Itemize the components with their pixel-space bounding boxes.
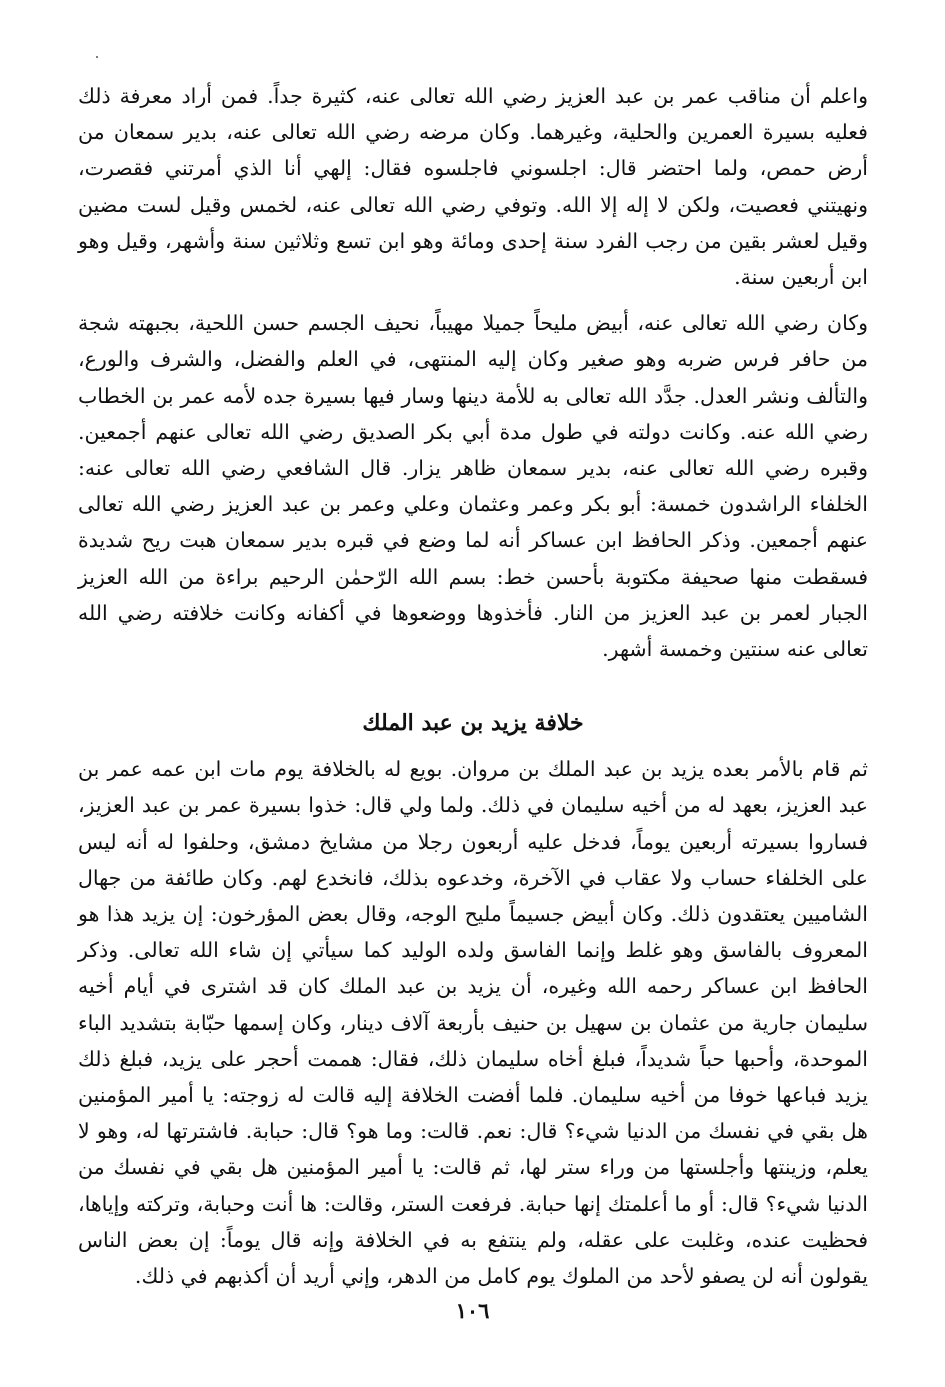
paragraph-virtues: واعلم أن مناقب عمر بن عبد العزيز رضي الله تعالى عنه، كثيرة جداً. فمن أراد معرفة ذلك فعليه بسيرة العمرين والحلية، وغيرهما. وكان مرضه رضي الله تعالى عنه، بدير سمعان من أرض حمص، ولما احتضر قال: اجلسوني فاجلسوه فقال: إلهي أنا الذي أمرتني فقصرت، ونهيتني فعصيت، ولكن لا إله إلا الله. وتوفي رضي الله تعالى عنه، لخمس وقيل لست مضين وقيل لعشر بقين من رجب الفرد سنة إحدى ومائة وهو ابن تسع وثلاثين سنة وأشهر، وقيل وهو ابن أربعين سنة. [78,84,868,290]
paragraph-yazid: ثم قام بالأمر بعده يزيد بن عبد الملك بن مروان. بويع له بالخلافة يوم مات ابن عمه عمر بن عبد العزيز، بعهد له من أخيه سليمان في ذلك. ولما ولي قال: خذوا بسيرة عمر بن عبد العزيز، فساروا بسيرته أربعين يوماً، فدخل عليه أربعون رجلا من مشايخ دمشق، وحلفوا له أنه ليس على الخلفاء حساب ولا عقاب في الآخرة، وخدعوه بذلك، فانخدع لهم. وكان طائفة من جهال الشاميين يعتقدون ذلك. وكان أبيض جسيماً مليح الوجه، وقال بعض المؤرخون: إن يزيد هذا هو المعروف بالفاسق وهو غلط وإنما الفاسق ولده الوليد كما سيأتي إن شاء الله تعالى. وذكر الحافظ ابن عساكر رحمه الله وغيره، أن يزيد بن عبد الملك كان قد اشترى في أيام أخيه سليمان جارية من عثمان بن سهيل بن حنيف بأربعة آلاف دينار، وكان إسمها حبّابة بتشديد الباء الموحدة، وأحبها حباً شديداً، فبلغ أخاه سليمان ذلك، فقال: هممت أحجر على يزيد، فبلغ ذلك يزيد فباعها خوفا من أخيه سليمان. فلما أفضت الخلافة إليه قالت له زوجته: يا أمير المؤمنين هل بقي في نفسك من الدنيا شيء؟ قال: نعم. قالت: وما هو؟ قال: حبابة. فاشترتها له، وهو لا يعلم، وزينتها وأجلستها من وراء ستر لها، ثم قالت: يا أمير المؤمنين هل بقي في نفسك من الدنيا شيء؟ قال: أو ما أعلمتك إنها حبابة. فرفعت الستر، وقالت: ها أنت وحبابة، وتركته وإياها، فحظيت عنده، وغلبت على عقله، ولم ينتفع به في الخلافة وإنه قال يوماً: إن بعض الناس يقولون أنه لن يصفو لأحد من الملوك يوم كامل من الدهر، وإني أريد أن أكذبهم في ذلك. [78,757,868,1289]
page-number: ١٠٦ [455,1298,490,1323]
section-title: خلافة يزيد بن عبد الملك [362,710,584,737]
paragraph-description: وكان رضي الله تعالى عنه، أبيض مليحاً جميلا مهيباً، نحيف الجسم حسن اللحية، بجبهته شجة من حافر فرس ضربه وهو صغير وكان إليه المنتهى، في العلم والفضل، والشرف والورع، والتألف ونشر العدل. جدَّد الله تعالى به للأمة دينها وسار فيها بسيرة جده لأمه عمر بن الخطاب رضي الله عنه. وكانت دولته في طول مدة أبي بكر الصديق رضي الله تعالى عنهم أجمعين. وقبره رضي الله تعالى عنه، بدير سمعان ظاهر يزار. قال الشافعي رضي الله تعالى عنه: الخلفاء الراشدون خمسة: أبو بكر وعمر وعثمان وعلي وعمر بن عبد العزيز رضي الله تعالى عنهم أجمعين. وذكر الحافظ ابن عساكر أنه لما وضع في قبره بدير سمعان هبت ريح شديدة فسقطت منها صحيفة مكتوبة بأحسن خط: بسم الله الرّحمٰن الرحيم براءة من الله العزيز الجبار لعمر بن عبد العزيز من النار. فأخذوها ووضعوها في أكفانه وكانت خلافته رضي الله تعالى عنه سنتين وخمسة أشهر. [78,311,869,662]
page-body [78,78,868,1294]
scan-speck [96,56,98,58]
